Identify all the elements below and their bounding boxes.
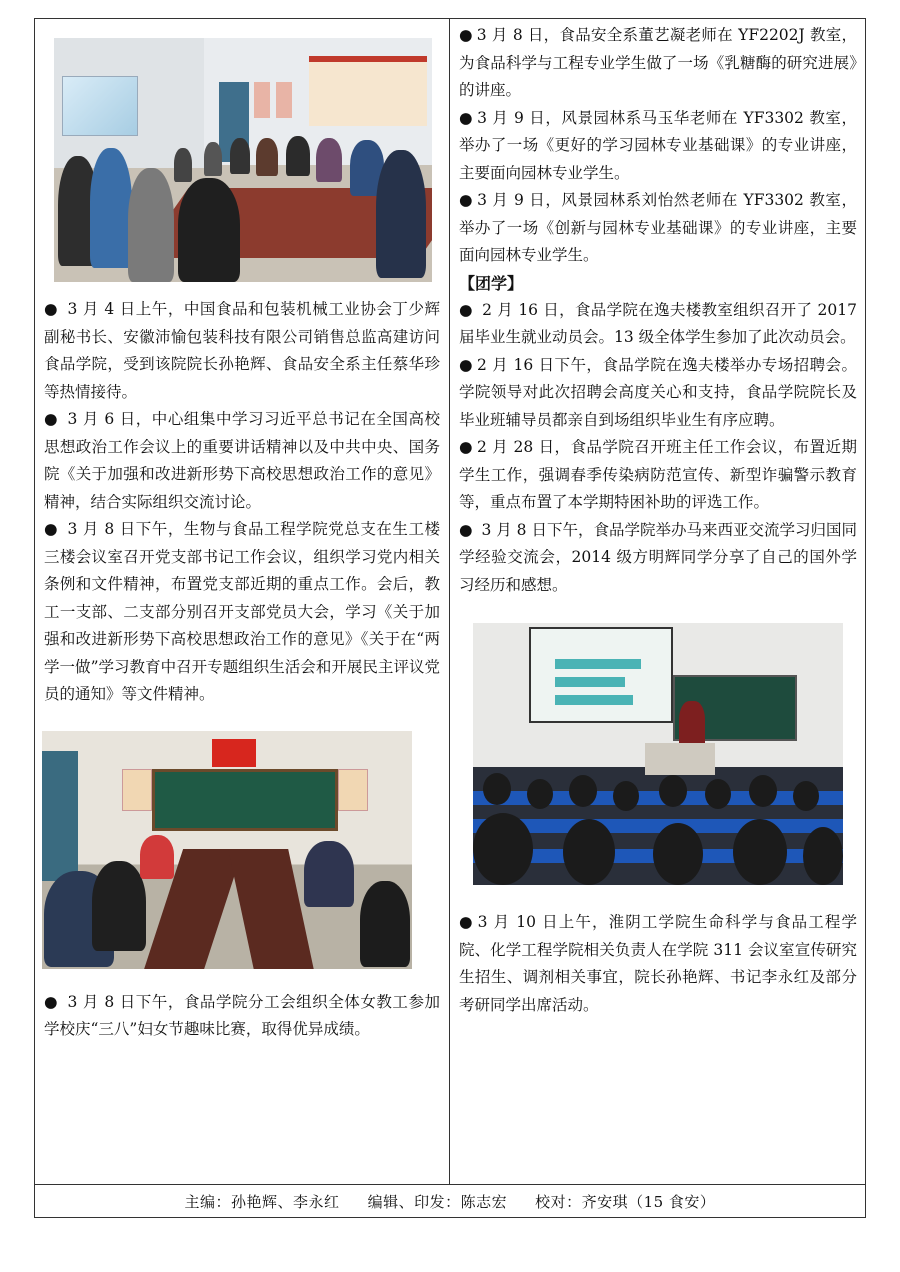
news-item: ● 3 月 8 日下午，食品学院分工会组织全体女教工参加学校庆“三八”妇女节趣味比赛，取得优异成绩。: [44, 992, 440, 1038]
projection-screen: [62, 76, 138, 136]
bullet-icon: ●: [44, 992, 59, 1011]
left-column: [40, 22, 446, 1182]
bullet-icon: ●: [44, 520, 59, 538]
lecture-hall-photo: [473, 623, 843, 885]
bullet-icon: ●: [459, 300, 473, 319]
chief-editor: 主编：孙艳辉、李永红: [184, 1193, 340, 1211]
bullet-icon: ●: [459, 108, 474, 127]
right-column: [455, 22, 861, 1182]
news-item: ● 2 月 16 日下午，食品学院在逸夫楼举办专场招聘会。学院领导对此次招聘会高度关心和支持，食品学院院长及毕业班辅导员都亲自到场组织毕业生有序应聘。: [459, 355, 857, 429]
speaker-figure: [679, 701, 705, 747]
wall-banner: [309, 56, 427, 126]
news-item: ● 2 月 28 日，食品学院召开班主任工作会议，布置近期学生工作，强调春季传染病防范宣传、新型诈骗警示教育等，重点布置了本学期特困补助的评选工作。: [459, 438, 857, 511]
blackboard: [152, 769, 338, 831]
flag-icon: [212, 739, 256, 767]
news-item: ● 3 月 8 日下午，生物与食品工程学院党总支在生工楼三楼会议室召开党支部书记工作会议，组织学习党内相关条例和文件精神，布置党支部近期的重点工作。会后，教工一支部、二支部分别召开支部党员大会，学习《关于加强和改进新形势下高校思想政治工作的意见》《关于在“两学一做”学习教育中召开专题组织生活会和开展民主评议党员的通知》等文件精神。: [44, 520, 440, 703]
bullet-icon: ●: [459, 520, 473, 539]
lectern: [645, 743, 715, 775]
meeting-photo: [54, 38, 432, 282]
bullet-icon: ●: [459, 26, 473, 44]
news-item: ● 2 月 16 日，食品学院在逸夫楼教室组织召开了 2017 届毕业生就业动员会。13 级全体学生参加了此次动员会。: [459, 300, 857, 346]
bullet-icon: ●: [44, 300, 59, 318]
section-heading: 【团学】: [459, 273, 524, 293]
column-divider: [449, 18, 450, 1184]
bullet-icon: ●: [44, 410, 59, 428]
credits-footer: [34, 1184, 866, 1218]
bullet-icon: ●: [459, 438, 473, 456]
news-item: ● 3 月 9 日，风景园林系刘怡然老师在 YF3302 教室，举办了一场《创新与园林专业基础课》的专业讲座，主要面向园林专业学生。: [459, 191, 857, 264]
news-item: ● 3 月 8 日，食品安全系董艺凝老师在 YF2202J 教室，为食品科学与工程专业学生做了一场《乳糖酶的研究进展》的讲座。: [459, 26, 857, 99]
news-item: ● 3 月 8 日下午，食品学院举办马来西亚交流学习归国同学经验交流会，2014 级方明辉同学分享了自己的国外学习经历和感想。: [459, 520, 857, 594]
bullet-icon: ●: [459, 355, 473, 374]
news-item: ● 3 月 6 日，中心组集中学习习近平总书记在全国高校思想政治工作会议上的重要讲话精神以及中共中央、国务院《关于加强和改进新形势下高校思想政治工作的意见》精神，结合实际组织交流讨论。: [44, 410, 440, 511]
news-item: ● 3 月 4 日上午，中国食品和包装机械工业协会丁少辉副秘书长、安徽沛愉包装科技有限公司销售总监高建访问食品学院，受到该院院长孙艳辉、食品安全系主任蔡华珍等热情接待。: [44, 300, 440, 401]
bullet-icon: ●: [459, 913, 474, 931]
news-item: ● 3 月 9 日，风景园林系马玉华老师在 YF3302 教室，举办了一场《更好的学习园林专业基础课》的专业讲座，主要面向园林专业学生。: [459, 108, 857, 182]
news-item: ● 3 月 10 日上午，淮阴工学院生命科学与食品工程学院、化学工程学院相关负责人在学院 311 会议室宣传研究生招生、调剂相关事宜，院长孙艳辉、书记李永红及部分考研同学出席活动。: [459, 913, 857, 1014]
projection-screen: [529, 627, 673, 723]
bullet-icon: ●: [459, 191, 474, 209]
layout-editor: 编辑、印发：陈志宏: [367, 1193, 508, 1211]
proofreader: 校对：齐安琪（15 食安）: [535, 1193, 716, 1211]
womens-day-photo: [42, 731, 412, 969]
